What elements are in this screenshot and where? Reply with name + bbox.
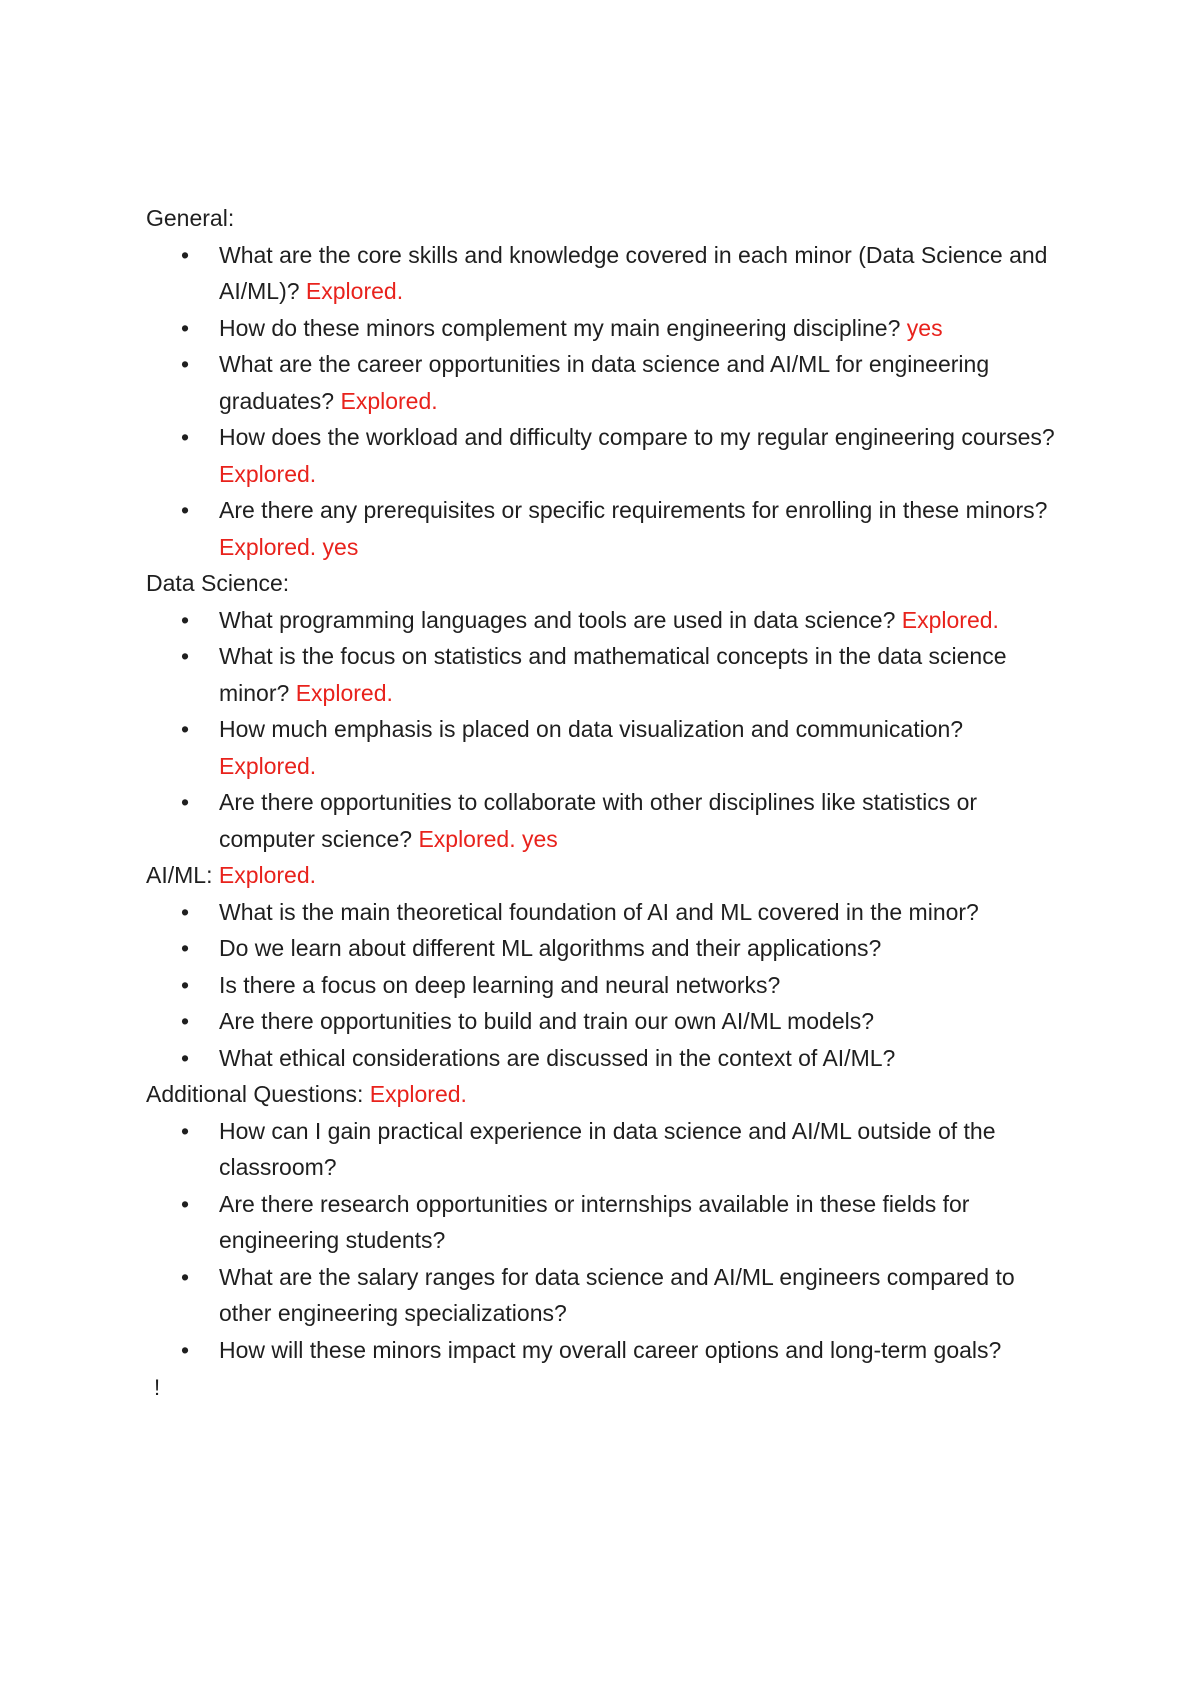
section-ai-ml: [146, 857, 1066, 1076]
status-note: yes: [906, 314, 943, 341]
status-note: Explored. yes: [219, 533, 359, 560]
list-item: • How do these minors complement my main engineering discipline? yes: [219, 310, 1066, 347]
list-item: • What is the focus on statistics and mathematical concepts in the data science minor? Explored.: [219, 638, 1066, 711]
list-item: • How can I gain practical experience in data science and AI/ML outside of the classroom?: [219, 1113, 1066, 1186]
status-note: Explored.: [305, 278, 404, 304]
status-note: Explored.: [218, 862, 317, 888]
question-list: [146, 1113, 1066, 1369]
section-heading: Additional Questions: Explored.: [146, 1081, 467, 1107]
list-item: • What are the core skills and knowledge covered in each minor (Data Science and AI/ML)? Explored.: [219, 237, 1066, 310]
list-item: • Are there research opportunities or internships available in these fields for engineering students?: [219, 1186, 1066, 1259]
list-item: • What are the career opportunities in data science and AI/ML for engineering graduates? Explored.: [219, 346, 1066, 419]
status-note: Explored.: [295, 679, 393, 706]
list-item: • Are there opportunities to build and train our own AI/ML models?: [219, 1003, 1066, 1040]
list-item: • What are the salary ranges for data science and AI/ML engineers compared to other engineering specializations?: [219, 1259, 1066, 1332]
section-heading: General:: [146, 205, 235, 231]
list-item: • How will these minors impact my overall career options and long-term goals?: [219, 1332, 1066, 1369]
list-item: • What programming languages and tools are used in data science? Explored.: [219, 602, 1066, 639]
question-list: [146, 237, 1066, 566]
list-item: • What ethical considerations are discussed in the context of AI/ML?: [219, 1040, 1066, 1077]
status-note: Explored.: [340, 387, 438, 414]
question-list: [146, 602, 1066, 858]
section-heading: AI/ML: Explored.: [146, 862, 317, 888]
section-data-science: [146, 565, 1066, 857]
status-note: Explored.: [219, 752, 317, 779]
list-item: • Do we learn about different ML algorithms and their applications?: [219, 930, 1066, 967]
list-item: • How much emphasis is placed on data visualization and communication? Explored.: [219, 711, 1066, 784]
question-list: [146, 894, 1066, 1077]
section-additional-questions: [146, 1076, 1066, 1368]
list-item: • Are there any prerequisites or specific requirements for enrolling in these minors? Explored. yes: [219, 492, 1066, 565]
list-item: • What is the main theoretical foundation of AI and ML covered in the minor?: [219, 894, 1066, 931]
list-item: • Is there a focus on deep learning and neural networks?: [219, 967, 1066, 1004]
list-item: • How does the workload and difficulty compare to my regular engineering courses? Explored.: [219, 419, 1066, 492]
status-note: Explored.: [219, 460, 317, 487]
section-heading: Data Science:: [146, 570, 290, 596]
document-body: [146, 200, 1066, 1368]
status-note: Explored. yes: [418, 825, 558, 852]
status-note: Explored.: [369, 1081, 467, 1107]
section-general: [146, 200, 1066, 565]
list-item: • Are there opportunities to collaborate with other disciplines like statistics or computer science? Explored. yes: [219, 784, 1066, 857]
status-note: Explored.: [901, 606, 999, 633]
trailing-mark: !: [154, 1375, 161, 1400]
